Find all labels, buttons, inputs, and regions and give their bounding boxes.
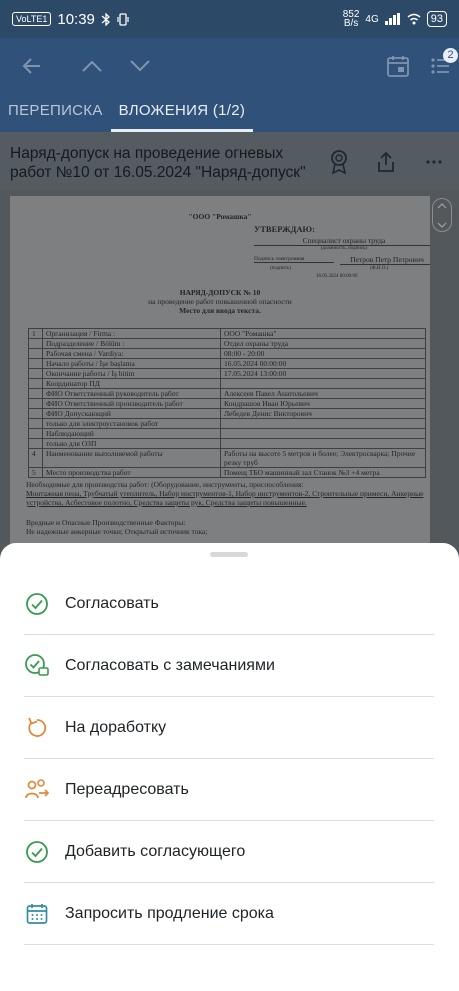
wifi-icon — [407, 13, 421, 25]
more-dots-icon — [425, 159, 443, 165]
permit-cell-num — [29, 349, 43, 359]
permit-cell-label: Рабочая смена / Vardiya: — [43, 349, 221, 359]
signature-caption: (подпись) — [270, 266, 291, 271]
permit-cell-value: Алексеев Павел Анатольевич — [221, 389, 426, 399]
permit-row — [29, 399, 426, 409]
tasks-count-badge: 2 — [443, 48, 458, 63]
signal-icon — [385, 13, 401, 25]
check-circle-icon — [24, 839, 50, 865]
permit-cell-value: 08:00 - 20:00 — [221, 349, 426, 359]
action-label: Согласовать — [65, 594, 159, 612]
action-approve-with-remarks[interactable] — [24, 635, 434, 697]
calendar-button[interactable] — [374, 38, 422, 94]
permit-cell-num — [29, 359, 43, 369]
permit-cell-label: только для электроустановок работ — [43, 419, 221, 429]
permit-cell-num — [29, 389, 43, 399]
permit-row — [29, 439, 426, 449]
chevron-down-icon — [433, 220, 451, 230]
permit-row — [29, 349, 426, 359]
permit-cell-label: Подразделение / Bölüm : — [43, 339, 221, 349]
para-equipment-heading: Необходимые для производства работ: (Оборудование, инструменты, приспособления: — [26, 480, 304, 489]
action-label: Переадресовать — [65, 780, 189, 798]
permit-cell-value: Отдел охраны труда — [221, 339, 426, 349]
more-button[interactable] — [418, 146, 450, 178]
action-label: Запросить продление срока — [65, 904, 274, 922]
permit-cell-value: Работы на высоте 5 метров и более; Электросварка; Прочие резку труб — [221, 449, 426, 468]
network-speed: 852 B/s — [342, 9, 360, 29]
network-type: 4G — [365, 13, 379, 25]
permit-title: НАРЯД-ДОПУСК № 10 — [179, 288, 261, 297]
redirect-users-icon — [24, 777, 50, 803]
approver-position-caption: (должность, подпись) — [320, 246, 368, 251]
para-equipment-list: Монтажная пена, Трубчатый утеплитель, Набор инструментов-1, Набор инструментов-2, Строительные примеси, Анкерные устройства, Асбестовое полотно, Средства защиты рук, Средства защиты повышенные. — [26, 489, 424, 507]
battery-indicator: 93 — [427, 11, 447, 27]
permit-cell-value — [221, 429, 426, 439]
permit-cell-num: 5 — [29, 468, 43, 478]
approver-name: Петров Петр Петрович — [340, 255, 430, 265]
permit-row — [29, 468, 426, 478]
tab-correspondence[interactable]: ПЕРЕПИСКА — [8, 102, 103, 119]
action-redirect[interactable] — [24, 759, 434, 821]
calendar-icon — [386, 54, 410, 78]
tab-bar — [0, 94, 459, 132]
permit-cell-label: Место производства работ — [43, 468, 221, 478]
para-hazards-heading: Вредные и Опасные Производственные Факторы: — [26, 518, 186, 527]
permit-cell-num — [29, 439, 43, 449]
permit-cell-label: Организация / Firma : — [43, 329, 221, 339]
permit-cell-label: Наблюдающий — [43, 429, 221, 439]
app-toolbar — [0, 38, 459, 94]
permit-cell-num — [29, 409, 43, 419]
actions-bottom-sheet — [0, 543, 459, 991]
permit-cell-num — [29, 339, 43, 349]
next-button[interactable] — [116, 38, 164, 94]
signature-button[interactable] — [323, 146, 355, 178]
permit-row — [29, 339, 426, 349]
company-name: "ООО "Ромашка" — [188, 212, 252, 221]
action-label: На доработку — [65, 718, 167, 736]
chevron-up-icon — [433, 201, 451, 211]
action-label: Добавить согласующего — [65, 842, 246, 860]
check-comment-icon — [24, 653, 50, 679]
share-button[interactable] — [370, 146, 402, 178]
permit-cell-label: Окончание работы / İş bitim — [43, 369, 221, 379]
share-icon — [376, 151, 396, 173]
permit-row — [29, 329, 426, 339]
volte-chip: VoLTE1 — [12, 12, 51, 26]
permit-row — [29, 409, 426, 419]
action-label: Согласовать с замечаниями — [65, 656, 275, 674]
signature-line: Подпись электронная — [254, 256, 334, 263]
chevron-up-icon — [81, 59, 103, 73]
permit-cell-num — [29, 429, 43, 439]
permit-row — [29, 449, 426, 468]
bluetooth-icon — [101, 13, 111, 26]
permit-cell-label: ФИО Допускающий — [43, 409, 221, 419]
permit-cell-value: 16.05.2024 00:00:00 — [221, 359, 426, 369]
document-preview[interactable] — [0, 190, 459, 570]
permit-cell-value — [221, 379, 426, 389]
permit-cell-label: только для ОЗП — [43, 439, 221, 449]
permit-cell-value: Кондрашов Иван Юрьевич — [221, 399, 426, 409]
permit-row — [29, 379, 426, 389]
permit-cell-label: Наименование выполняемой работы — [43, 449, 221, 468]
permit-cell-label: ФИО Ответственный производитель работ — [43, 399, 221, 409]
permit-cell-num — [29, 419, 43, 429]
document-page — [10, 196, 430, 576]
permit-row — [29, 369, 426, 379]
permit-cell-label: Начало работы / İşe başlama — [43, 359, 221, 369]
permit-row — [29, 429, 426, 439]
status-bar — [0, 0, 459, 38]
vibrate-icon — [117, 13, 129, 26]
permit-cell-value: Помещ ТБО машинный зал Станок №3 +4 метра — [221, 468, 426, 478]
document-header — [0, 132, 459, 190]
permit-cell-num — [29, 379, 43, 389]
para-hazards-list: Не надежные анкерные точки; Открытый источник тока; — [26, 527, 208, 536]
action-approve[interactable] — [24, 573, 434, 635]
sheet-drag-handle[interactable] — [210, 552, 248, 557]
permit-cell-value: Лебедев Денис Викторович — [221, 409, 426, 419]
arrow-left-icon — [22, 56, 42, 76]
permit-subtitle: на проведение работ повышенной опасности — [148, 297, 292, 306]
permit-row — [29, 359, 426, 369]
permit-row — [29, 389, 426, 399]
permit-cell-num — [29, 399, 43, 409]
approver-position: Специалист охраны труда — [254, 236, 430, 246]
tab-attachments[interactable]: ВЛОЖЕНИЯ (1/2) — [111, 94, 254, 132]
permit-place: Место для ввода текста. — [179, 306, 261, 315]
approve-date: 16.05.2024 00:00:00 — [316, 274, 358, 279]
document-title: Наряд-допуск на проведение огневых работ №10 от 16.05.2024 "Наряд-допуск" — [10, 145, 306, 181]
action-add-approver[interactable] — [24, 821, 434, 883]
approve-heading: УТВЕРЖДАЮ: — [254, 224, 315, 234]
permit-table — [28, 328, 426, 478]
rework-arrow-icon — [24, 715, 50, 741]
clock: 10:39 — [57, 10, 95, 28]
previous-button[interactable] — [68, 38, 116, 94]
permit-row — [29, 419, 426, 429]
calendar-icon — [24, 901, 50, 927]
permit-cell-label: Координатор ПД — [43, 379, 221, 389]
check-circle-icon — [24, 591, 50, 617]
action-return-for-rework[interactable] — [24, 697, 434, 759]
permit-cell-value — [221, 439, 426, 449]
back-button[interactable] — [8, 38, 56, 94]
permit-cell-num — [29, 369, 43, 379]
permit-cell-label: ФИО Ответственный руководитель работ — [43, 389, 221, 399]
permit-cell-value — [221, 419, 426, 429]
permit-cell-num: 1 — [29, 329, 43, 339]
permit-cell-num: 4 — [29, 449, 43, 468]
scroll-indicator[interactable] — [432, 198, 452, 232]
permit-cell-value: 17.05.2024 13:00:00 — [221, 369, 426, 379]
action-request-extension[interactable] — [24, 883, 434, 945]
chevron-down-icon — [129, 59, 151, 73]
medal-icon — [329, 149, 349, 175]
tasks-button[interactable] — [416, 38, 459, 94]
permit-cell-value: ООО "Ромашка" — [221, 329, 426, 339]
name-caption: (Ф.И.О.) — [370, 266, 389, 271]
